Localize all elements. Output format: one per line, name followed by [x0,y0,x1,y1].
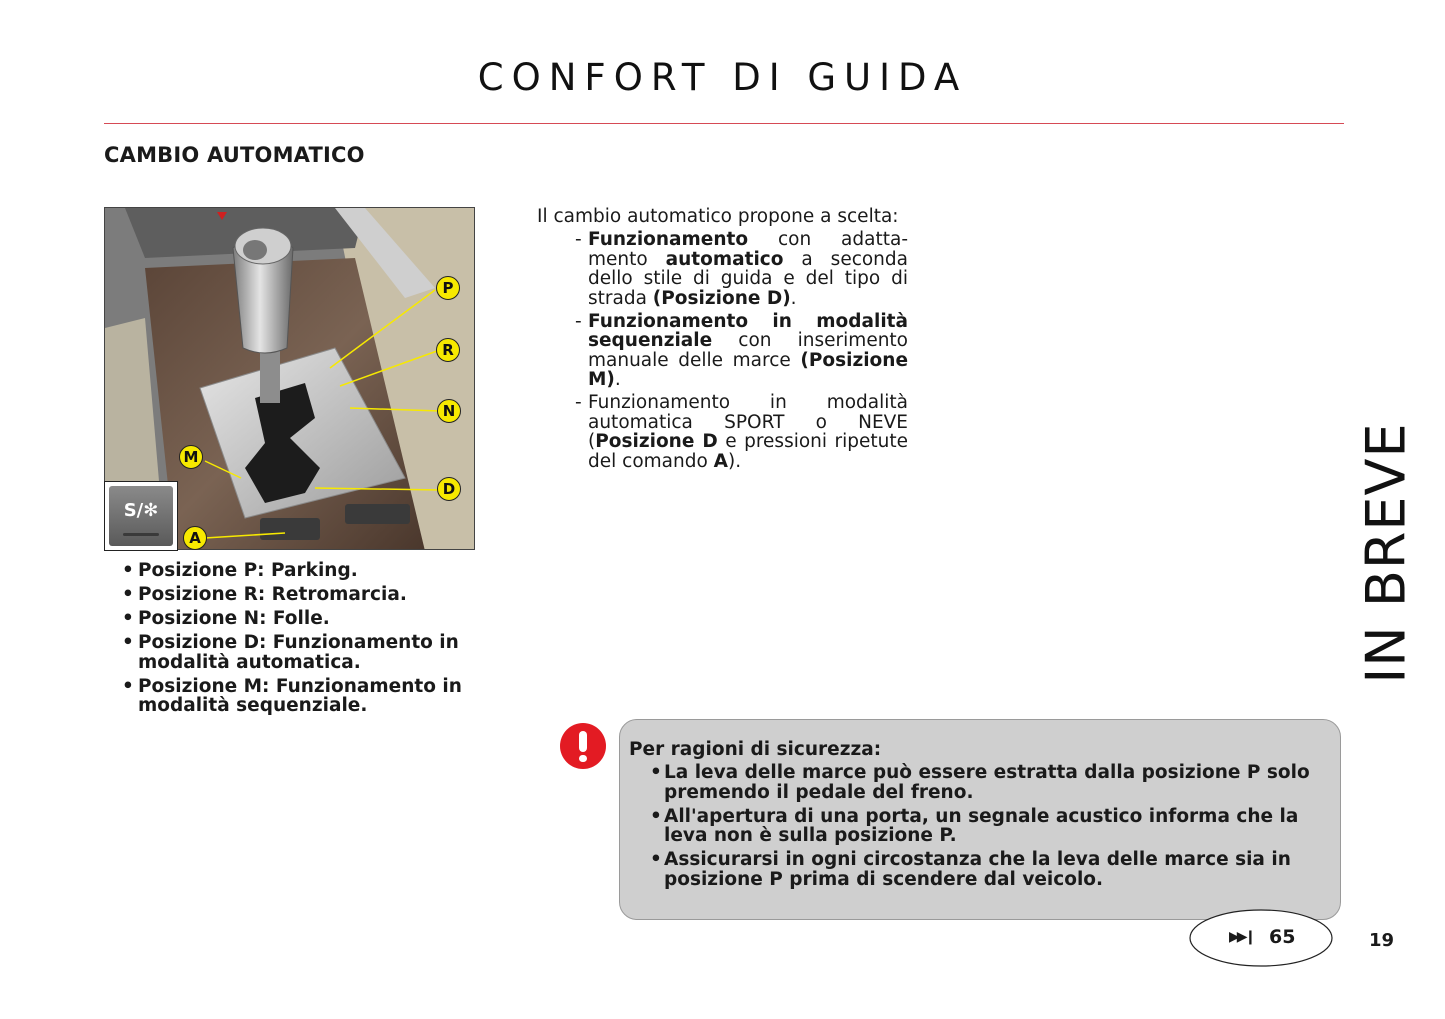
page-title: CONFORT DI GUIDA [477,56,968,99]
callout-p: P [436,276,460,300]
callout-a: A [183,526,207,550]
page-reference-link[interactable] [1189,908,1334,968]
list-item: • Posizione R: Retromarcia. [122,585,478,605]
list-item: • Posizione N: Folle. [122,609,478,629]
button-indicator-bar [123,533,159,536]
list-item: • Posizione D: Funzionamento in modalità automatica. [122,633,478,672]
callout-n: N [437,399,461,423]
list-item: - Funzionamento con adattamento automatico a seconda dello stile di guida e del tipo di strada (Posizione D). [575,229,908,309]
warning-title: Per ragioni di sicurezza: [629,739,882,760]
callout-m: M [179,445,203,469]
positions-list [122,561,478,720]
list-item: - Funzionamento in modalità automatica SPORT o NEVE (Posizione D e pressioni ripetute del comando A). [575,392,908,472]
list-item: - Funzionamento in modalità sequenziale con inserimento manuale delle marce (Posizione M). [575,310,908,390]
modes-list [537,230,908,471]
skip-forward-icon: ▶▶❙ [1229,928,1254,944]
warning-icon [560,723,606,769]
sport-snow-button-inset [104,481,178,551]
list-item: • All'apertura di una porta, un segnale acustico informa che la leva non è sulla posizione P. [650,807,1330,846]
sport-snow-button-label: S/✻ [123,500,159,521]
callout-d: D [437,477,461,501]
page-number: 19 [1369,930,1395,951]
sport-snow-button [109,486,173,546]
list-item: • Assicurarsi in ogni circostanza che la leva delle marce sia in posizione P prima di scendere dal veicolo. [650,850,1330,889]
title-divider [104,123,1344,124]
list-item: • La leva delle marce può essere estratta dalla posizione P solo premendo il pedale del freno. [650,763,1330,802]
list-item: • Posizione M: Funzionamento in modalità sequenziale. [122,677,478,716]
safety-warning-box [619,719,1341,920]
intro-lead: Il cambio automatico propone a scelta: [537,206,899,227]
intro-text [537,207,908,471]
section-heading: CAMBIO AUTOMATICO [104,143,365,167]
list-item: • Posizione P: Parking. [122,561,478,581]
warning-list [650,763,1330,894]
reference-page-number: 65 [1269,926,1296,948]
chapter-side-tab-label: IN BREVE [1354,421,1418,684]
chapter-side-tab [1346,405,1426,700]
callout-r: R [436,338,460,362]
